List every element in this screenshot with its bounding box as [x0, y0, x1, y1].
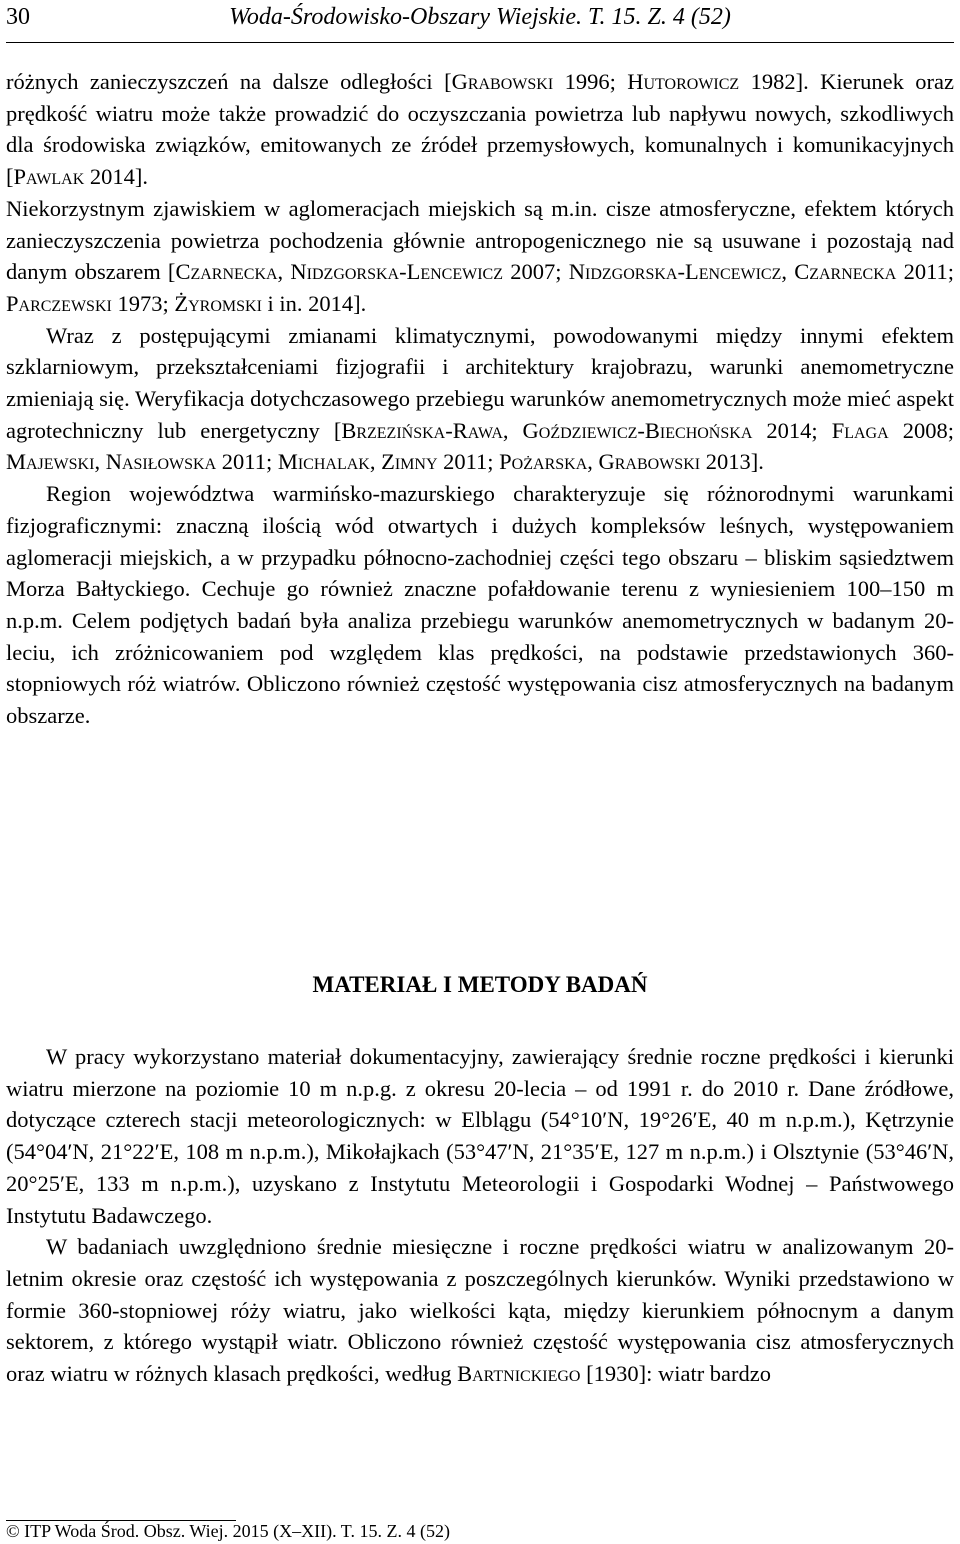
citation-author: Grabowski	[451, 69, 554, 94]
paragraph-1: różnych zanieczyszczeń na dalsze odległości [Grabowski 1996; Hutorowicz 1982]. Kierunek oraz prędkość wiatru może także prowadzić do oczyszczania powietrza lub napływu nowych, szkodliwych dla środowiska związków, emitowanych ze źródeł przemysłowych, komunalnych i komunikacyjnych [Pawlak 2014].	[6, 69, 954, 190]
header-rule	[6, 42, 954, 43]
paragraph-4: Region województwa warmińsko-mazurskiego charakteryzuje się różnorodnymi warunkami fizjograficznymi: znaczną ilością wód otwartych i dużych kompleksów leśnych, występowaniem aglomeracji miejskich, a w przypadku północno-zachodniej części tego obszaru – bliskim sąsiedztwem Morza Bałtyckiego. Cechuje go również znaczne pofałdowanie terenu z wyniesieniem 100–150 m n.p.m. Celem podjętych badań była analiza przebiegu warunków anemometrycznych w badanym 20-leciu, ich zróżnicowaniem pod względem klas prędkości, na podstawie przedstawionych 360-stopniowych róż wiatrów. Obliczono również częstość występowania cisz atmosferycznych na badanym obszarze.	[6, 481, 954, 729]
running-header	[6, 4, 954, 44]
citation-author: Czarnecka, Nidzgorska-Lencewicz	[175, 259, 504, 285]
copyright-footer: © ITP Woda Środ. Obsz. Wiej. 2015 (X–XII). T. 15. Z. 4 (52)	[6, 1521, 450, 1541]
section-heading: MATERIAŁ I METODY BADAŃ	[312, 972, 648, 997]
citation-author: Pawlak	[13, 164, 85, 190]
paragraph-6: W badaniach uwzględniono średnie miesięczne i roczne prędkości wiatru w analizowanym 20-letnim okresie oraz częstość ich występowania z poszczególnych kierunków. Wyniki przedstawiono w formie 360-stopniowej róży wiatru, jako wielkości kąta, między kierunkiem północnym a danym sektorem, z którego wystąpił wiatr. Obliczono również częstość występowania cisz atmosferycznych oraz wiatru w różnych klasach prędkości, według Bartnickiego [1930]: wiatr bardzo	[6, 1234, 954, 1387]
paragraph-5: W pracy wykorzystano materiał dokumentacyjny, zawierający średnie roczne prędkości i kierunki wiatru mierzone na poziomie 10 m n.p.g. z okresu 20-lecia – od 1991 r. do 2010 r. Dane źródłowe, dotyczące czterech stacji meteorologicznych: w Elblągu (54°10′N, 19°26′E, 40 m n.p.m.), Kętrzynie (54°04′N, 21°22′E, 108 m n.p.m.), Mikołajkach (53°47′N, 21°35′E, 127 m n.p.m.) i Olsztynie (53°46′N, 20°25′E, 133 m n.p.m.), uzyskano z Instytutu Meteorologii i Gospodarki Wodnej – Państwowego Instytutu Badawczego.	[6, 1044, 954, 1228]
paragraph-2: Niekorzystnym zjawiskiem w aglomeracjach miejskich są m.in. cisze atmosferyczne, efektem których zanieczyszczenia powietrza pochodzenia głównie antropogenicznego nie są usuwane i pozostają nad danym obszarem [Czarnecka, Nidzgorska-Lencewicz 2007; Nidzgorska-Lencewicz, Czarnecka 2011; Parczewski 1973; Żyromski i in. 2014].	[6, 195, 955, 316]
citation-author: Nidzgorska-Lencewicz, Czarnecka	[568, 259, 897, 285]
citation-author: Hutorowicz	[627, 69, 740, 94]
methods-text	[6, 1041, 954, 1390]
citation-author: Pożarska, Grabowski	[499, 449, 701, 475]
citation-author: Flaga	[831, 417, 889, 443]
citation-author: Parczewski	[6, 290, 112, 316]
page-number: 30	[6, 4, 30, 30]
citation-author: Żyromski	[174, 290, 262, 316]
introduction-text	[6, 66, 954, 732]
citation-author: Brzezińska-Rawa, Goździewicz-Biechońska	[341, 417, 753, 443]
citation-author: Majewski, Nasiłowska	[6, 449, 217, 475]
citation-author: Bartnickiego	[457, 1361, 581, 1387]
journal-title: Woda-Środowisko-Obszary Wiejskie. T. 15. Z. 4 (52)	[229, 4, 731, 30]
citation-author: Michalak, Zimny	[277, 449, 438, 475]
paragraph-3: Wraz z postępującymi zmianami klimatycznymi, powodowanymi między innymi efektem szklarniowym, przekształceniami fizjografii i architektury krajobrazu, warunki anemometryczne zmieniają się. Weryfikacja dotychczasowego przebiegu warunków anemometrycznych może mieć aspekt agrotechniczny lub energetyczny [Brzezińska-Rawa, Goździewicz-Biechońska 2014; Flaga 2008; Majewski, Nasiłowska 2011; Michalak, Zimny 2011; Pożarska, Grabowski 2013].	[6, 322, 954, 475]
